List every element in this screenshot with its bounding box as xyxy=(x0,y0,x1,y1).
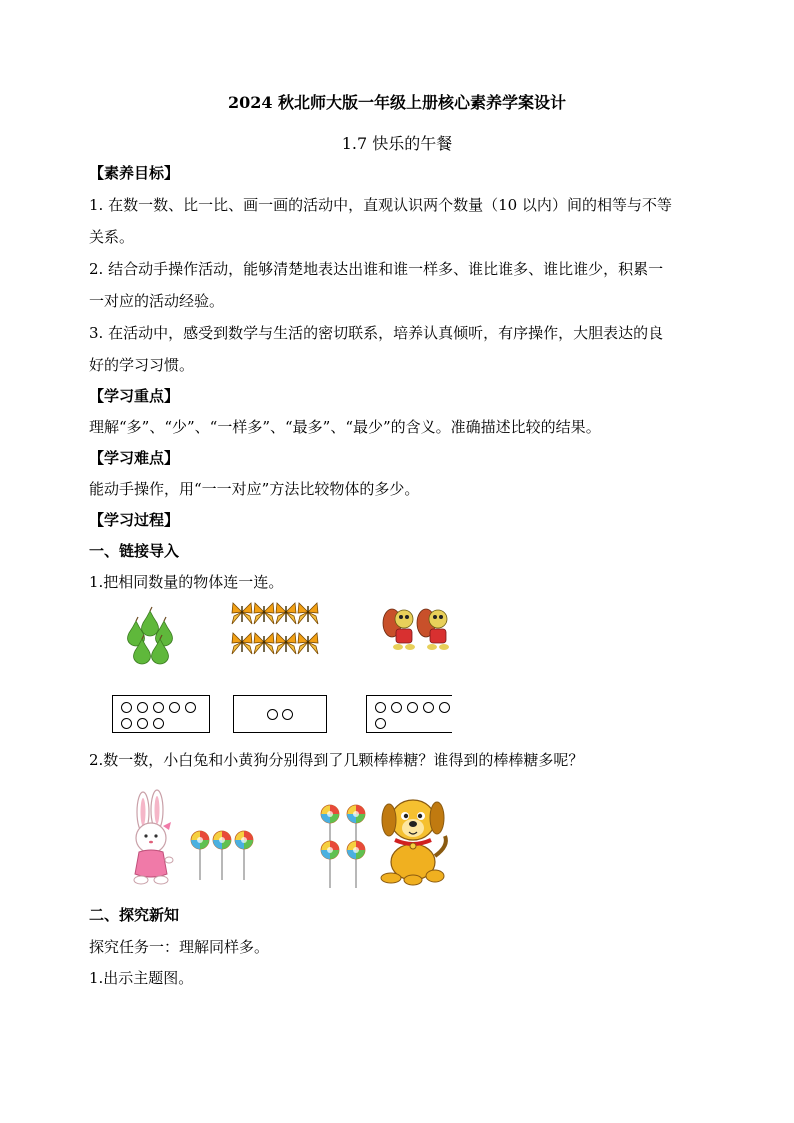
focus-text: 理解“多”、“少”、“一样多”、“最多”、“最少”的含义。准确描述比较的结果。 xyxy=(89,418,601,436)
butterfly-group xyxy=(232,598,322,658)
lollipop-icon xyxy=(347,805,365,842)
pear-group xyxy=(128,603,188,659)
butterfly-icon xyxy=(254,633,274,654)
squirrel-icon xyxy=(383,609,415,650)
dog-lollipops xyxy=(318,800,378,886)
rabbit-lollipops xyxy=(190,828,256,882)
document-title: 2024 秋北师大版一年级上册核心素养学案设计 xyxy=(227,93,567,112)
circle-box-3 xyxy=(366,695,452,733)
circle xyxy=(423,702,434,713)
butterfly-icon xyxy=(298,603,318,624)
butterfly-icon xyxy=(232,633,252,654)
circle xyxy=(407,702,418,713)
goal-3-line-1: 3. 在活动中，感受到数学与生活的密切联系，培养认真倾听，有序操作，大胆表达的良 xyxy=(89,324,664,342)
lollipop-icon xyxy=(347,841,365,888)
goal-2-line-2: 一对应的活动经验。 xyxy=(89,292,225,310)
circle xyxy=(375,702,386,713)
dog-illustration xyxy=(373,792,451,888)
circle xyxy=(282,709,293,720)
circle-box-1 xyxy=(112,695,210,733)
circle xyxy=(137,718,148,729)
step-1: 1.出示主题图。 xyxy=(89,969,194,987)
butterfly-icon xyxy=(276,603,296,624)
lollipop-icon xyxy=(235,831,253,880)
goal-1-line-2: 关系。 xyxy=(89,228,135,246)
part-1-heading: 一、链接导入 xyxy=(89,542,180,560)
circle xyxy=(185,702,196,713)
circle xyxy=(169,702,180,713)
process-heading: 【学习过程】 xyxy=(89,511,180,529)
difficulty-text: 能动手操作，用“一一对应”方法比较物体的多少。 xyxy=(89,480,420,498)
circle xyxy=(267,709,278,720)
circle xyxy=(439,702,450,713)
focus-heading: 【学习重点】 xyxy=(89,387,180,405)
goals-heading: 【素养目标】 xyxy=(89,164,180,182)
circle xyxy=(153,718,164,729)
task-1: 探究任务一：理解同样多。 xyxy=(89,938,270,956)
squirrel-icon xyxy=(417,609,449,650)
lollipop-icon xyxy=(321,841,339,888)
lollipop-icon xyxy=(191,831,209,880)
question-1: 1.把相同数量的物体连一连。 xyxy=(89,573,284,591)
squirrel-group xyxy=(378,603,452,653)
circle xyxy=(153,702,164,713)
butterfly-icon xyxy=(254,603,274,624)
circle xyxy=(391,702,402,713)
circle xyxy=(121,718,132,729)
difficulty-heading: 【学习难点】 xyxy=(89,449,180,467)
lesson-title: 1.7 快乐的午餐 xyxy=(341,134,453,153)
circle xyxy=(375,718,386,729)
part-2-heading: 二、探究新知 xyxy=(89,906,180,924)
butterfly-icon xyxy=(232,603,252,624)
goal-3-line-2: 好的学习习惯。 xyxy=(89,356,195,374)
butterfly-icon xyxy=(298,633,318,654)
goal-1-line-1: 1. 在数一数、比一比、画一画的活动中，直观认识两个数量（10 以内）间的相等与不等 xyxy=(89,196,672,214)
rabbit-illustration xyxy=(117,790,187,886)
pear-icon xyxy=(142,607,159,636)
lollipop-icon xyxy=(321,805,339,842)
goal-2-line-1: 2. 结合动手操作活动，能够清楚地表达出谁和谁一样多、谁比谁多、谁比谁少，积累一 xyxy=(89,260,664,278)
butterfly-icon xyxy=(276,633,296,654)
lollipop-icon xyxy=(213,831,231,880)
circle xyxy=(137,702,148,713)
pear-icon xyxy=(156,617,173,646)
circle-box-2 xyxy=(233,695,327,733)
circle xyxy=(121,702,132,713)
question-2: 2.数一数，小白兔和小黄狗分别得到了几颗棒棒糖？谁得到的棒棒糖多呢？ xyxy=(89,751,584,769)
